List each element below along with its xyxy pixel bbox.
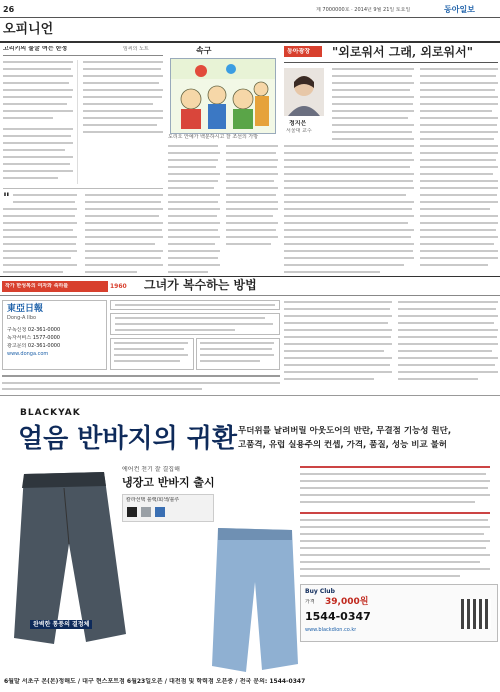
info-box-title: 東亞日報 xyxy=(7,304,44,314)
author-photo xyxy=(284,68,324,116)
column-rule xyxy=(3,188,163,189)
cartoon-image xyxy=(170,58,276,134)
info-line: 구독신청 02-361-0000 xyxy=(7,327,61,333)
left-column xyxy=(3,46,163,274)
author-name: 정지은 xyxy=(289,120,307,127)
column-title: 고리키의 불굴 여는 한정 xyxy=(3,46,68,52)
order-phone[interactable]: 1544-0347 xyxy=(305,610,371,623)
dropcap: " xyxy=(3,191,10,206)
cartoon-caption: 도리오 안예가 백분하시고 잘 조선의 가방 xyxy=(168,134,259,140)
main-article xyxy=(284,46,498,274)
ad-website[interactable]: www.blackdion.co.kr xyxy=(305,627,357,633)
cartoon-title: 속구 xyxy=(196,46,212,55)
article-label-box xyxy=(284,46,322,57)
author-portrait xyxy=(284,68,324,116)
newspaper-name: 동아일보 xyxy=(444,4,475,14)
color-swatch-blue[interactable] xyxy=(155,507,165,517)
order-title: Buy Club xyxy=(305,588,335,595)
color-options xyxy=(122,494,214,522)
info-line: 독자서비스 1577-0000 xyxy=(7,335,60,341)
shorts-product-image xyxy=(14,464,134,664)
article-label: 동아광장 xyxy=(287,48,311,55)
ad-subtitle: 무더위를 날려버릴 아웃도어의 반란, 무결점 기능성 원단, xyxy=(238,426,452,436)
info-box-subtitle: Dong-A Ilbo xyxy=(7,315,37,321)
cartoon-block xyxy=(168,46,278,274)
qr-code xyxy=(461,599,491,629)
cartoon-illustration xyxy=(171,59,275,133)
price-label: 가격 xyxy=(305,599,315,605)
ad-headline: 얼음 반바지의 귀환 xyxy=(18,424,238,454)
section-rule xyxy=(0,41,500,43)
ad-banner xyxy=(0,395,500,692)
promo-title: 냉장고 반바지 출시 xyxy=(122,476,215,489)
column-author: 임씨의 노트 xyxy=(123,46,149,52)
color-box-label: 칼라선택 블랙/회색/블루 xyxy=(126,497,180,503)
order-box[interactable] xyxy=(300,584,498,642)
column-title-rule xyxy=(3,55,163,56)
color-swatch-gray[interactable] xyxy=(141,507,151,517)
column-divider xyxy=(77,60,78,184)
info-line: 광고문의 02-361-0000 xyxy=(7,343,61,349)
article-title-rule xyxy=(284,62,498,63)
series-number: 1960 xyxy=(110,283,127,290)
header-rule xyxy=(0,17,500,18)
ad-footer: 6월말 서초구 본(본)정해도 / 대구 현스포트점 6월23일오픈 / 대전점 및 학력점 오픈중 / 전국 문의: 1544-0347 xyxy=(4,678,306,685)
author-title: 서울대 교수 xyxy=(286,128,312,134)
article-headline: "외로워서 그래, 외로워서" xyxy=(332,45,473,59)
info-line: www.donga.com xyxy=(7,351,49,357)
ad-subtitle-2: 고품격, 유럽 실용주의 컨셉, 가격, 품질, 성능 비교 불허 xyxy=(238,440,448,450)
page-number: 26 xyxy=(3,5,15,14)
series-label: 작가 한성복의 여자와 속하를 xyxy=(5,283,69,289)
promo-pre: 에어컨 천기 잘 결집해 xyxy=(122,466,180,473)
ad-tagline: 완벽한 통풍의 결정체 xyxy=(30,620,92,629)
series-headline: 그녀가 복수하는 방법 xyxy=(144,278,257,292)
price-value: 39,000원 xyxy=(325,597,369,607)
series-rule xyxy=(0,295,500,296)
issue-info: 제 7000000호 · 2014년 9월 21일 토요일 xyxy=(316,7,411,13)
ad-brand: BLACKYAK xyxy=(20,408,81,418)
series-column xyxy=(0,276,500,393)
shorts-blue-image xyxy=(212,524,298,674)
section-title: 오피니언 xyxy=(3,22,54,37)
